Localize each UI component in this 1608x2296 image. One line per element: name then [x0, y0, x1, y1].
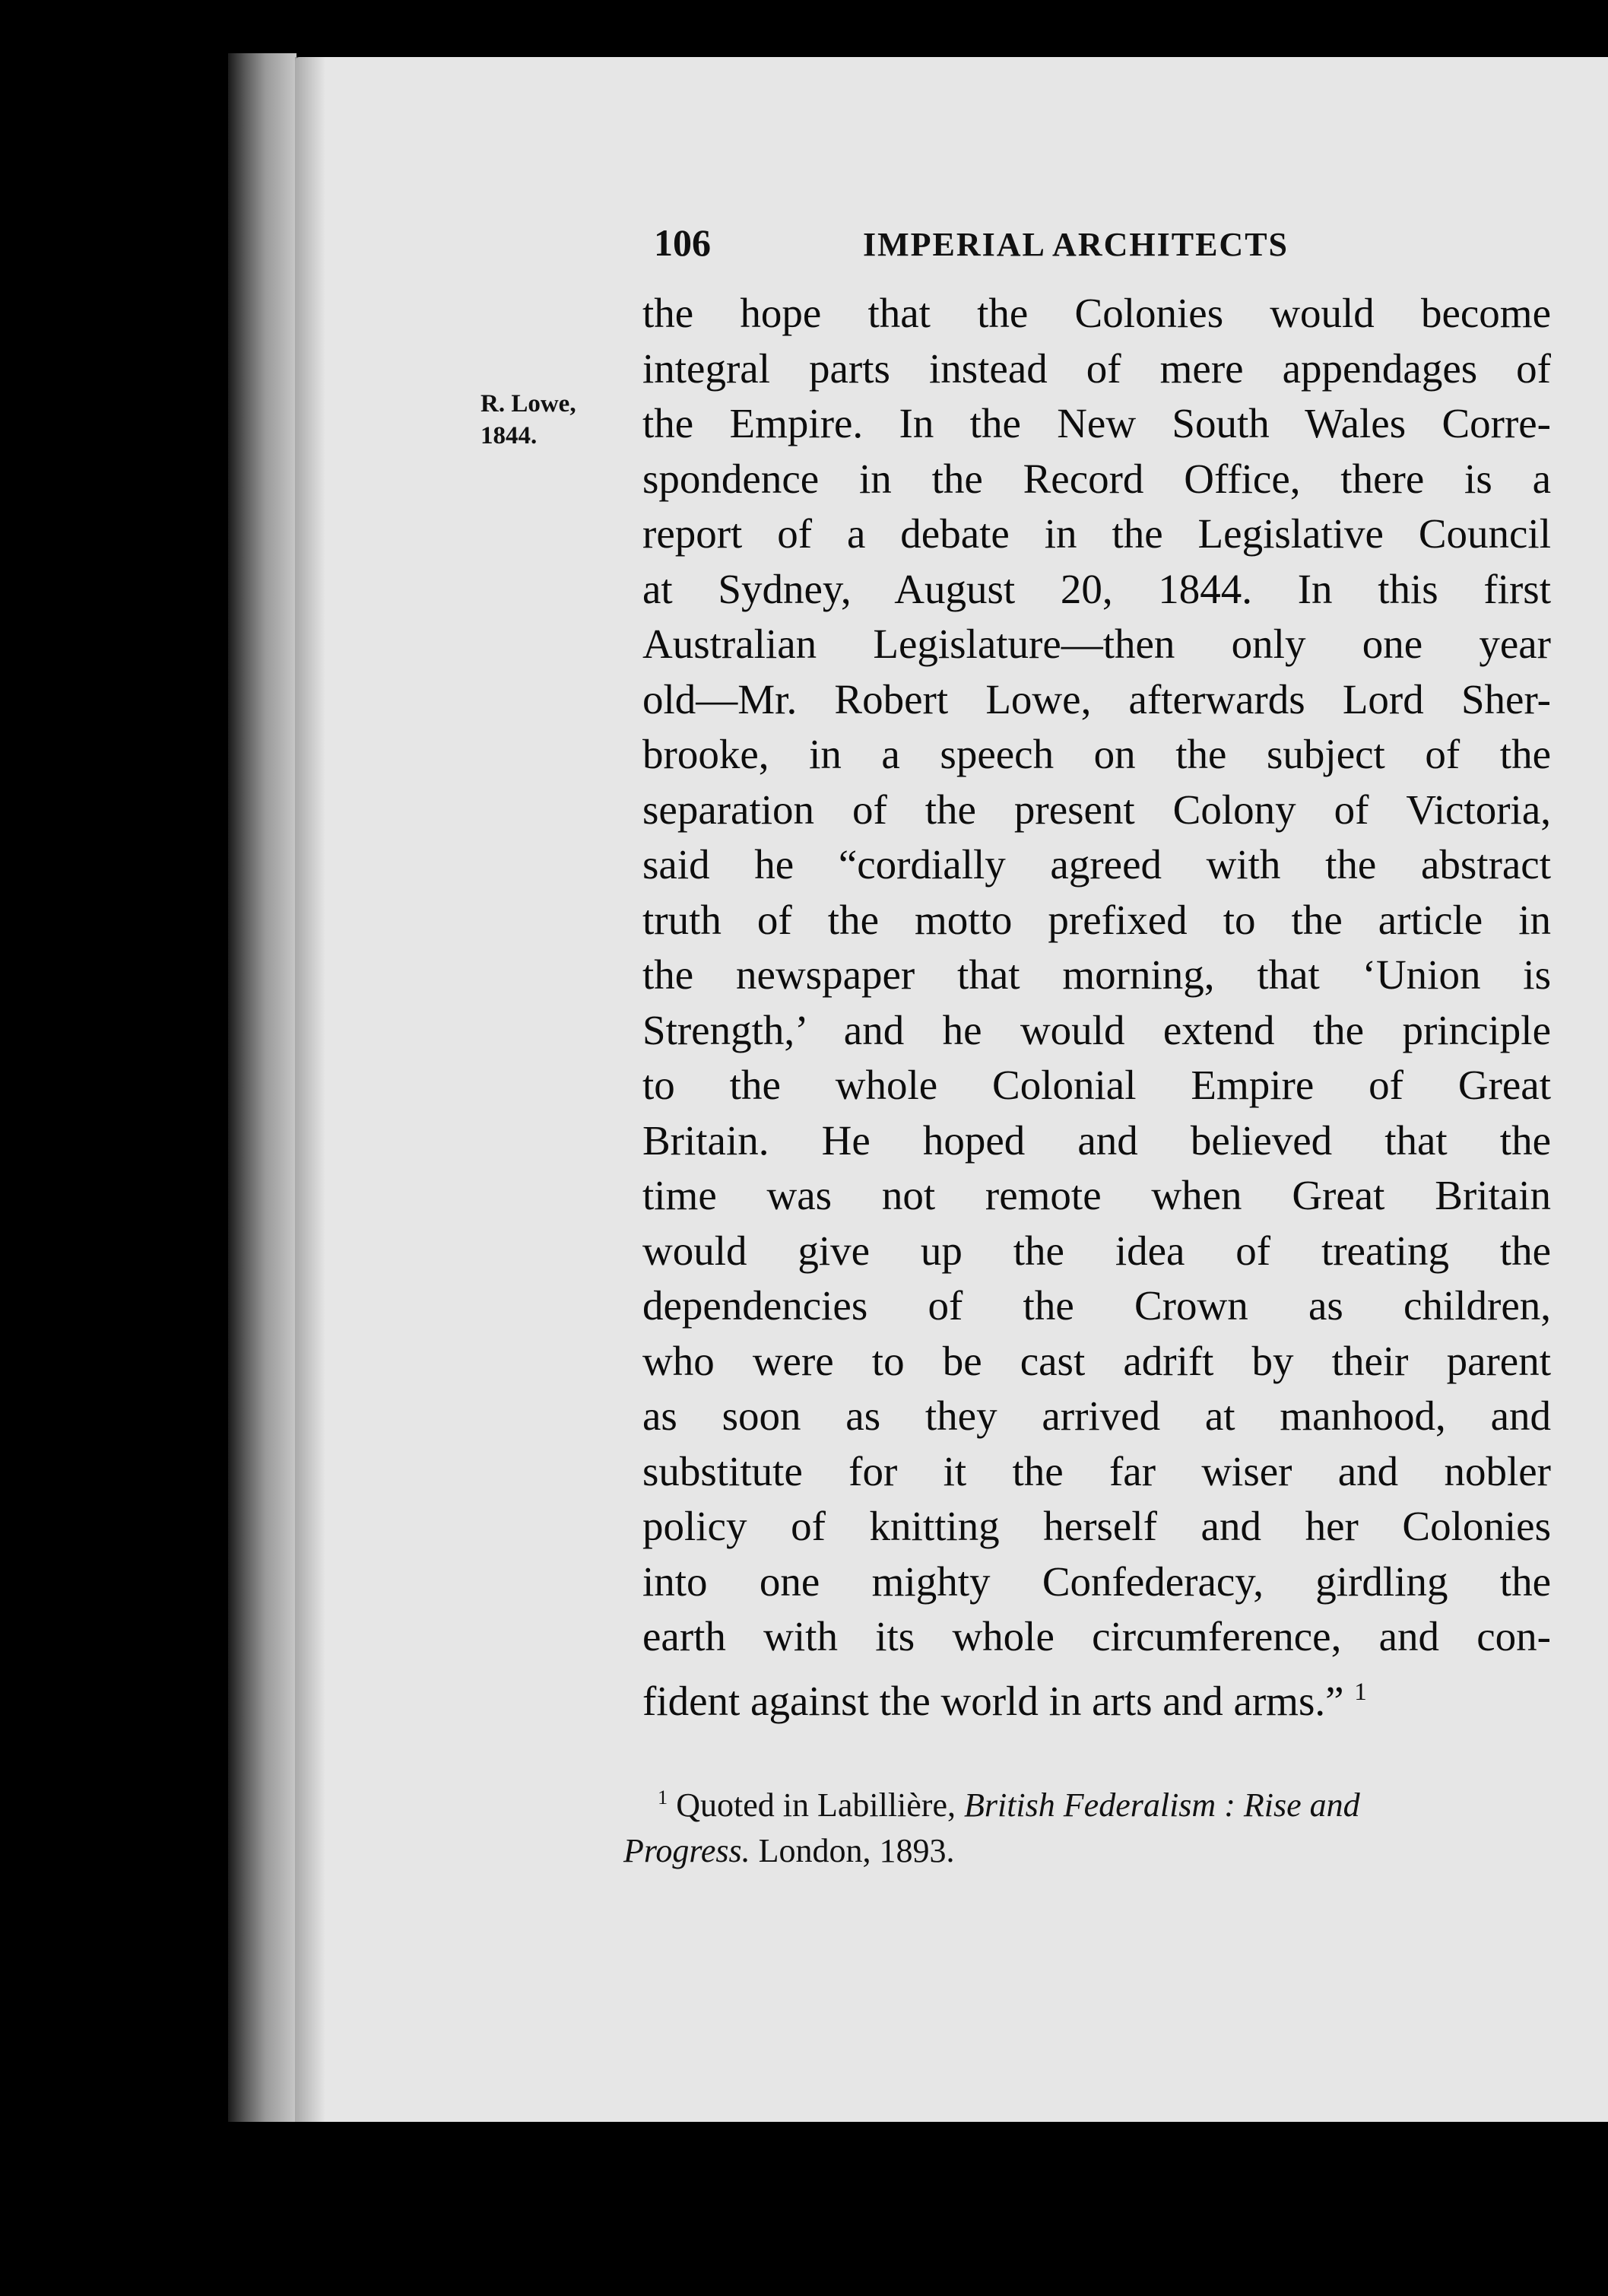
text-line-last-content: fident against the world in arts and arms.”: [642, 1677, 1344, 1724]
text-line: report of a debate in the Legislative Council: [642, 510, 1551, 557]
text-line: substitute for it the far wiser and nobler: [642, 1447, 1551, 1494]
text-line: into one mighty Confederacy, girdling the: [642, 1558, 1551, 1605]
footnote-title-cont: Progress.: [623, 1831, 750, 1869]
text-line: would give up the idea of treating the: [642, 1227, 1551, 1274]
text-line: brooke, in a speech on the subject of the: [642, 731, 1551, 777]
margin-note-name: R. Lowe,: [480, 390, 576, 418]
footnote-line: [623, 1774, 1536, 1828]
text-line: as soon as they arrived at manhood, and: [642, 1393, 1551, 1439]
page-header: [654, 221, 1353, 274]
text-line: Australian Legislature—then only one year: [642, 621, 1551, 667]
text-line: policy of knitting herself and her Colonies: [642, 1503, 1551, 1549]
text-line: separation of the present Colony of Victoria,: [642, 786, 1551, 833]
text-line: time was not remote when Great Britain: [642, 1172, 1551, 1218]
page-edge-shadow: [295, 57, 325, 2122]
text-line: who were to be cast adrift by their parent: [642, 1337, 1551, 1384]
text-line: Strength,’ and he would extend the principle: [642, 1006, 1551, 1053]
book-gutter: [228, 53, 297, 2122]
text-line: earth with its whole circumference, and con-: [642, 1613, 1551, 1659]
text-line: at Sydney, August 20, 1844. In this first: [642, 565, 1551, 612]
text-line: old—Mr. Robert Lowe, afterwards Lord Sher-: [642, 675, 1551, 722]
body-text: [642, 286, 1551, 1724]
text-line: said he “cordially agreed with the abstract: [642, 841, 1551, 888]
text-line: Britain. He hoped and believed that the: [642, 1116, 1551, 1164]
footnote-line: [623, 1828, 1536, 1874]
page-number: 106: [654, 221, 711, 264]
footnote-title: British Federalism : Rise and: [963, 1786, 1360, 1824]
margin-note: [480, 388, 576, 452]
footnote-reference: 1: [1354, 1678, 1367, 1706]
footnote: [623, 1774, 1536, 1874]
running-head: IMPERIAL ARCHITECTS: [863, 226, 1289, 263]
text-line: dependencies of the Crown as children,: [642, 1282, 1551, 1329]
text-line: the Empire. In the New South Wales Corre-: [642, 400, 1551, 446]
text-line: the newspaper that morning, that ‘Union is: [642, 951, 1551, 998]
text-line-last: [642, 1665, 1551, 1724]
text-line: the hope that the Colonies would become: [642, 290, 1551, 336]
text-line: to the whole Colonial Empire of Great: [642, 1062, 1551, 1108]
text-line: truth of the motto prefixed to the article in: [642, 896, 1551, 943]
text-line: integral parts instead of mere appendages of: [642, 345, 1551, 392]
text-line: spondence in the Record Office, there is a: [642, 455, 1551, 502]
margin-note-year: 1844.: [480, 422, 538, 449]
footnote-marker: 1: [658, 1786, 668, 1809]
footnote-suffix: London, 1893.: [758, 1831, 955, 1869]
footnote-prefix: Quoted in Labillière,: [676, 1786, 956, 1824]
